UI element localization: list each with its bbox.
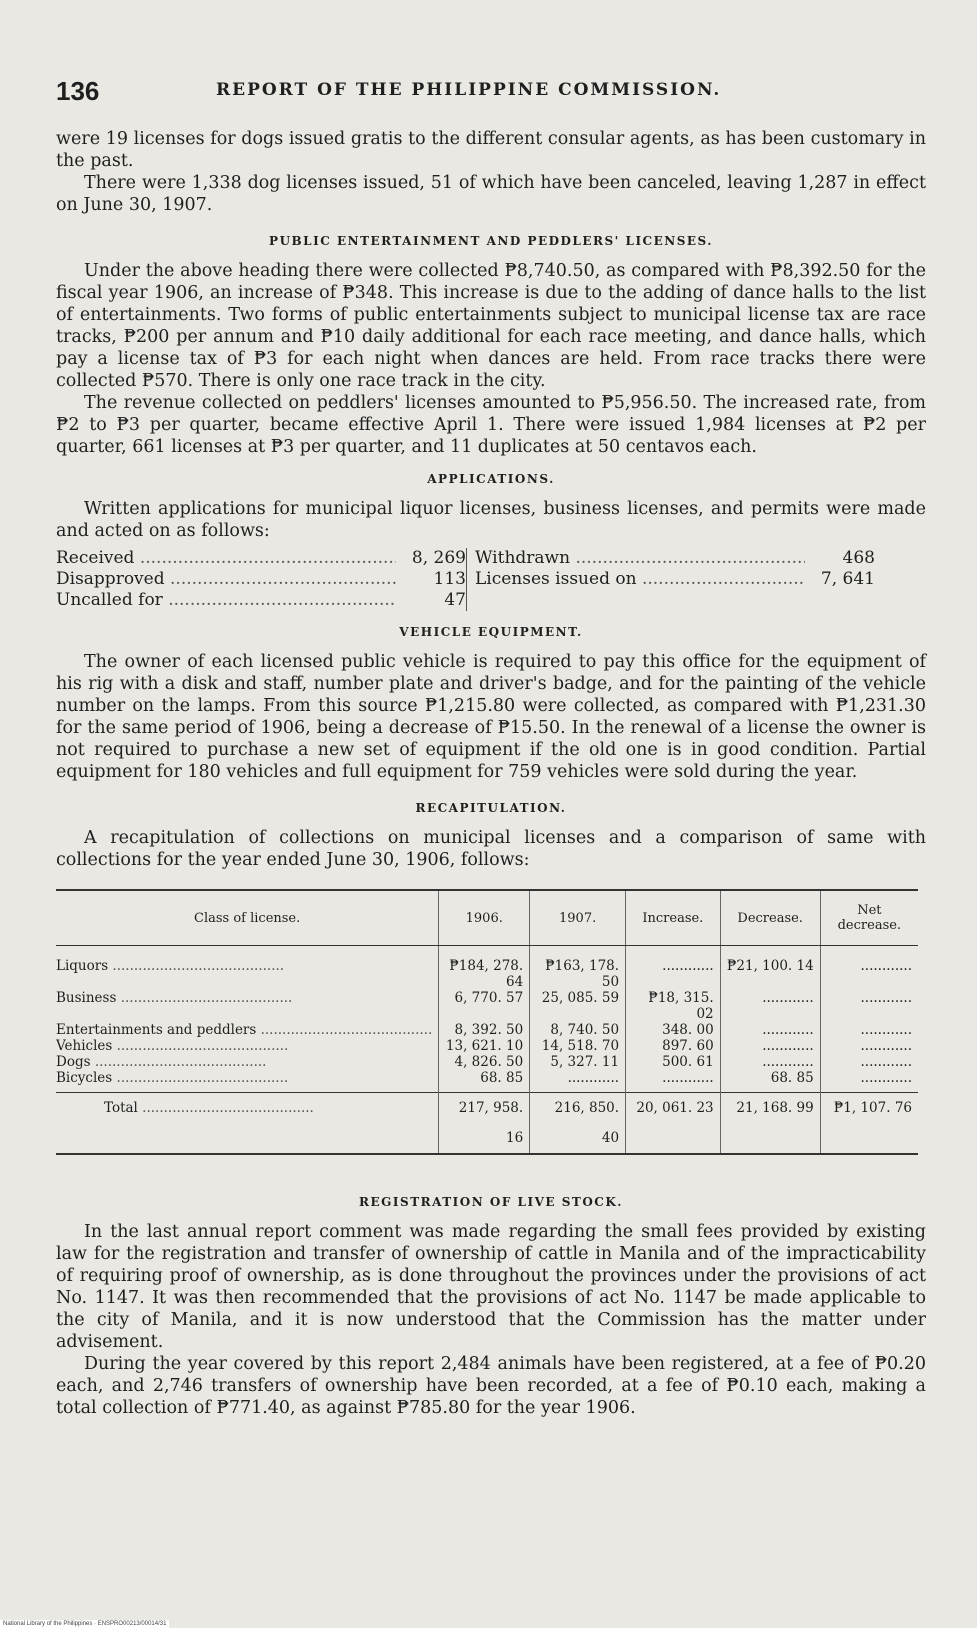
table-cell: 20, 061. 23 bbox=[626, 1093, 721, 1155]
table-cell: 4, 826. 50 bbox=[439, 1054, 530, 1070]
table-cell: 68. 85 bbox=[720, 1070, 820, 1093]
section-heading-vehicle-equipment: VEHICLE EQUIPMENT. bbox=[399, 625, 583, 639]
table-cell: 348. 00 bbox=[626, 1022, 721, 1038]
table-cell: ............ bbox=[820, 1038, 918, 1054]
table-cell: ............ bbox=[820, 1022, 918, 1038]
table-cell: ............ bbox=[720, 990, 820, 1022]
table-row bbox=[56, 946, 918, 991]
table-cell: ₱21, 100. 14 bbox=[720, 946, 820, 991]
paragraph-live-stock-comment: In the last annual report comment was made regarding the small fees provided by existing law for the registration and transfer of ownership of cattle in Manila and of the impracticability of requiring proof of ownership, as is done throughout the provinces under the provisions of act No. 1147. It was then recommended that the provisions of act No. 1147 be made applicable to the city of Manila, and it is now understood that the Commission has the matter under advisement. bbox=[56, 1222, 926, 1352]
column-header: Class of license. bbox=[56, 890, 439, 946]
application-value: 8, 269 bbox=[411, 548, 466, 568]
table-row bbox=[56, 1054, 918, 1070]
table-cell: 500. 61 bbox=[626, 1054, 721, 1070]
running-title: REPORT OF THE PHILIPPINE COMMISSION. bbox=[216, 80, 722, 100]
table-cell: ............ bbox=[626, 946, 721, 991]
applications-row bbox=[56, 569, 466, 590]
applications-right-column bbox=[466, 548, 875, 611]
table-cell: Dogs ..... bbox=[56, 1054, 439, 1070]
table-cell: ............ bbox=[820, 990, 918, 1022]
applications-table bbox=[56, 548, 916, 611]
table-cell: ₱1, 107. 76 bbox=[820, 1093, 918, 1155]
table-cell: 6, 770. 57 bbox=[439, 990, 530, 1022]
table-cell: 14, 518. 70 bbox=[530, 1038, 626, 1054]
application-value: 113 bbox=[433, 569, 466, 589]
table-cell: Vehicles ..... bbox=[56, 1038, 439, 1054]
page-header bbox=[56, 70, 926, 106]
table-row bbox=[56, 1070, 918, 1093]
section-heading-applications: APPLICATIONS. bbox=[427, 472, 555, 486]
paragraph-entertainment: Under the above heading there were collected ₱8,740.50, as compared with ₱8,392.50 for the fiscal year 1906, an increase of ₱348. This increase is due to the adding of dance halls to the list of entertainments. Two forms of public entertainments subject to municipal license tax are race tracks, ₱200 per annum and ₱10 daily additional for each race meeting, and dance halls, which pay a license tax of ₱3 for each night when dances are held. From race tracks there were collected ₱570. There is only one race track in the city. bbox=[56, 261, 926, 391]
table-cell: ₱184, 278. 64 bbox=[439, 946, 530, 991]
table-cell: ............ bbox=[820, 1054, 918, 1070]
page-number: 136 bbox=[56, 76, 100, 106]
paragraph-vehicle-equipment: The owner of each licensed public vehicle is required to pay this office for the equipment of his rig with a disk and staff, number plate and driver's badge, and for the painting of the vehicle number on the lamps. From this source ₱1,215.80 were collected, as compared with ₱1,231.30 for the same period of 1906, being a decrease of ₱15.50. In the renewal of a license the owner is not required to purchase a new set of equipment if the old one is in good condition. Partial equipment for 180 vehicles and full equipment for 759 vehicles were sold during the year. bbox=[56, 652, 926, 782]
application-label: Withdrawn ..... bbox=[475, 548, 805, 569]
paragraph-dog-licenses: There were 1,338 dog licenses issued, 51 of which have been canceled, leaving 1,287 in effect on June 30, 1907. bbox=[56, 173, 926, 215]
applications-left-column bbox=[56, 548, 466, 611]
table-total-row bbox=[56, 1093, 918, 1155]
table-cell: 68. 85 bbox=[439, 1070, 530, 1093]
application-label: Received ..... bbox=[56, 548, 396, 569]
table-cell: 897. 60 bbox=[626, 1038, 721, 1054]
table-cell: ₱163, 178. 50 bbox=[530, 946, 626, 991]
table-cell: ............ bbox=[820, 1070, 918, 1093]
paragraph-peddlers: The revenue collected on peddlers' licenses amounted to ₱5,956.50. The increased rate, from ₱2 to ₱3 per quarter, became effective April 1. There were issued 1,984 licenses at ₱2 per quarter, 661 licenses at ₱3 per quarter, and 11 duplicates at 50 centavos each. bbox=[56, 393, 926, 457]
table-cell: 8, 392. 50 bbox=[439, 1022, 530, 1038]
table-row bbox=[56, 1038, 918, 1054]
column-header: Decrease. bbox=[720, 890, 820, 946]
section-heading-live-stock: REGISTRATION OF LIVE STOCK. bbox=[359, 1195, 623, 1209]
table-cell: 216, 850. 40 bbox=[530, 1093, 626, 1155]
table-cell: Business ..... bbox=[56, 990, 439, 1022]
table-cell: ............ bbox=[720, 1038, 820, 1054]
column-header: 1906. bbox=[439, 890, 530, 946]
application-value: 47 bbox=[444, 590, 466, 610]
application-value: 468 bbox=[842, 548, 875, 568]
library-credit: National Library of the Philippines · ENSPRO00213/00014/31 bbox=[0, 1620, 169, 1628]
section-heading-recapitulation: RECAPITULATION. bbox=[415, 801, 567, 815]
table-cell: 21, 168. 99 bbox=[720, 1093, 820, 1155]
table-cell: 5, 327. 11 bbox=[530, 1054, 626, 1070]
applications-row bbox=[56, 590, 466, 611]
table-cell: 13, 621. 10 bbox=[439, 1038, 530, 1054]
application-label: Disapproved ..... bbox=[56, 569, 396, 590]
column-header: Increase. bbox=[626, 890, 721, 946]
column-header: 1907. bbox=[530, 890, 626, 946]
applications-row bbox=[475, 569, 875, 590]
paragraph-recapitulation: A recapitulation of collections on municipal licenses and a comparison of same with collections for the year ended June 30, 1906, follows: bbox=[56, 828, 926, 870]
table-cell: ............ bbox=[626, 1070, 721, 1093]
table-cell: Bicycles ..... bbox=[56, 1070, 439, 1093]
paragraph-applications: Written applications for municipal liquor licenses, business licenses, and permits were made and acted on as follows: bbox=[56, 499, 926, 541]
table-cell: ............ bbox=[820, 946, 918, 991]
table-cell: ............ bbox=[720, 1022, 820, 1038]
table-row bbox=[56, 990, 918, 1022]
table-row bbox=[56, 1022, 918, 1038]
table-cell: ............ bbox=[720, 1054, 820, 1070]
table-cell: Entertainments and peddlers ..... bbox=[56, 1022, 439, 1038]
application-label: Licenses issued on ..... bbox=[475, 569, 805, 590]
recapitulation-table bbox=[56, 889, 918, 1155]
paragraph-dogs-gratis: were 19 licenses for dogs issued gratis to the different consular agents, as has been customary in the past. bbox=[56, 129, 926, 171]
table-cell: ₱18, 315. 02 bbox=[626, 990, 721, 1022]
applications-row bbox=[56, 548, 466, 569]
application-label: Uncalled for ..... bbox=[56, 590, 396, 611]
table-header-row bbox=[56, 890, 918, 946]
document-page bbox=[56, 70, 926, 1419]
section-heading-entertainment: PUBLIC ENTERTAINMENT AND PEDDLERS' LICENSES. bbox=[269, 234, 713, 248]
table-cell: Liquors ..... bbox=[56, 946, 439, 991]
application-value: 7, 641 bbox=[820, 569, 875, 589]
paragraph-live-stock-registration: During the year covered by this report 2,484 animals have been registered, at a fee of ₱0.20 each, and 2,746 transfers of ownership have been recorded, at a fee of ₱0.10 each, making a total collection of ₱771.40, as against ₱785.80 for the year 1906. bbox=[56, 1354, 926, 1418]
table-cell: Total ..... bbox=[56, 1093, 439, 1155]
table-cell: 25, 085. 59 bbox=[530, 990, 626, 1022]
table-cell: 217, 958. 16 bbox=[439, 1093, 530, 1155]
table-cell: ............ bbox=[530, 1070, 626, 1093]
applications-row bbox=[475, 548, 875, 569]
table-cell: 8, 740. 50 bbox=[530, 1022, 626, 1038]
column-header: Net decrease. bbox=[820, 890, 918, 946]
